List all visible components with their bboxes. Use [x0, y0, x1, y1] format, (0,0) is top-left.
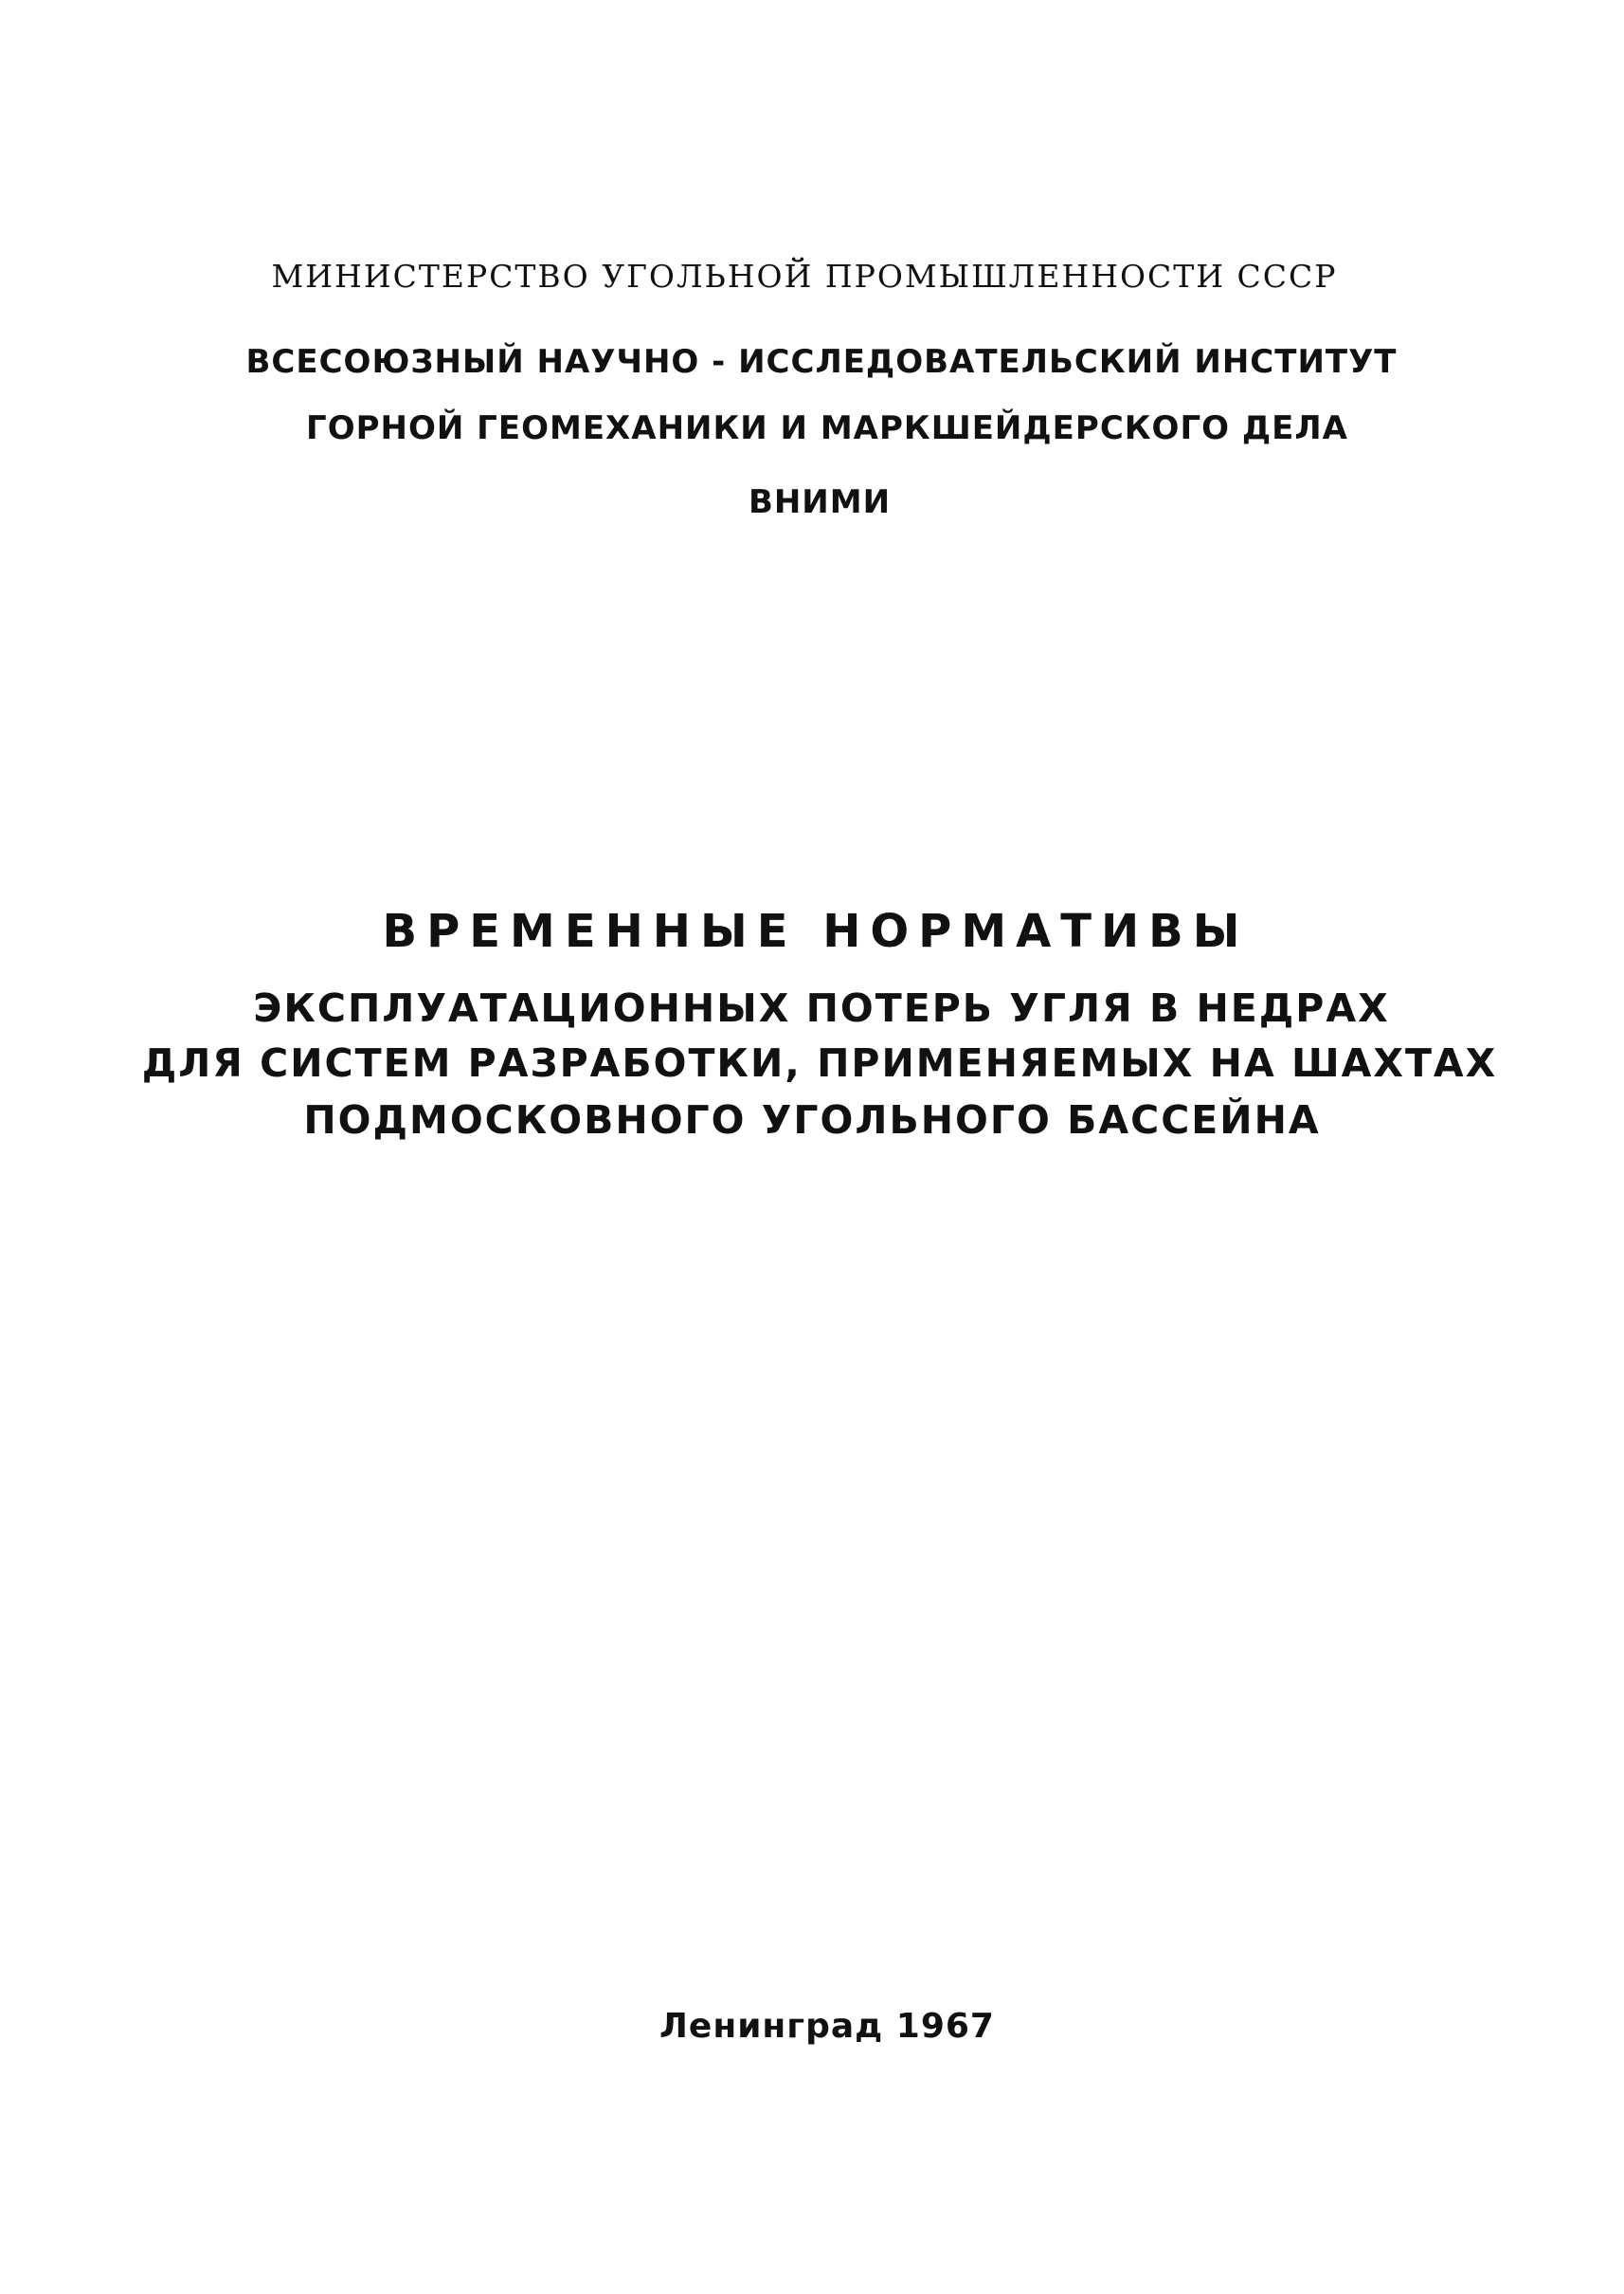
document-title: ВРЕМЕННЫЕ НОРМАТИВЫ [382, 905, 1250, 958]
imprint-place-year: Ленинград 1967 [659, 2007, 995, 2046]
document-subtitle-line-1: ЭКСПЛУАТАЦИОННЫХ ПОТЕРЬ УГЛЯ В НЕДРАХ [253, 985, 1390, 1031]
institute-abbreviation: ВНИМИ [748, 483, 892, 521]
document-subtitle-line-3: ПОДМОСКОВНОГО УГОЛЬНОГО БАССЕЙНА [303, 1097, 1321, 1143]
institute-name-line-2: ГОРНОЙ ГЕОМЕХАНИКИ И МАРКШЕЙДЕРСКОГО ДЕЛА [306, 409, 1348, 447]
ministry-heading: МИНИСТЕРСТВО УГОЛЬНОЙ ПРОМЫШЛЕННОСТИ СССР [271, 258, 1338, 295]
document-subtitle-line-2: ДЛЯ СИСТЕМ РАЗРАБОТКИ, ПРИМЕНЯЕМЫХ НА ШАХТАХ [141, 1040, 1498, 1086]
institute-name-line-1: ВСЕСОЮЗНЫЙ НАУЧНО - ИССЛЕДОВАТЕЛЬСКИЙ ИНСТИТУТ [245, 343, 1398, 381]
